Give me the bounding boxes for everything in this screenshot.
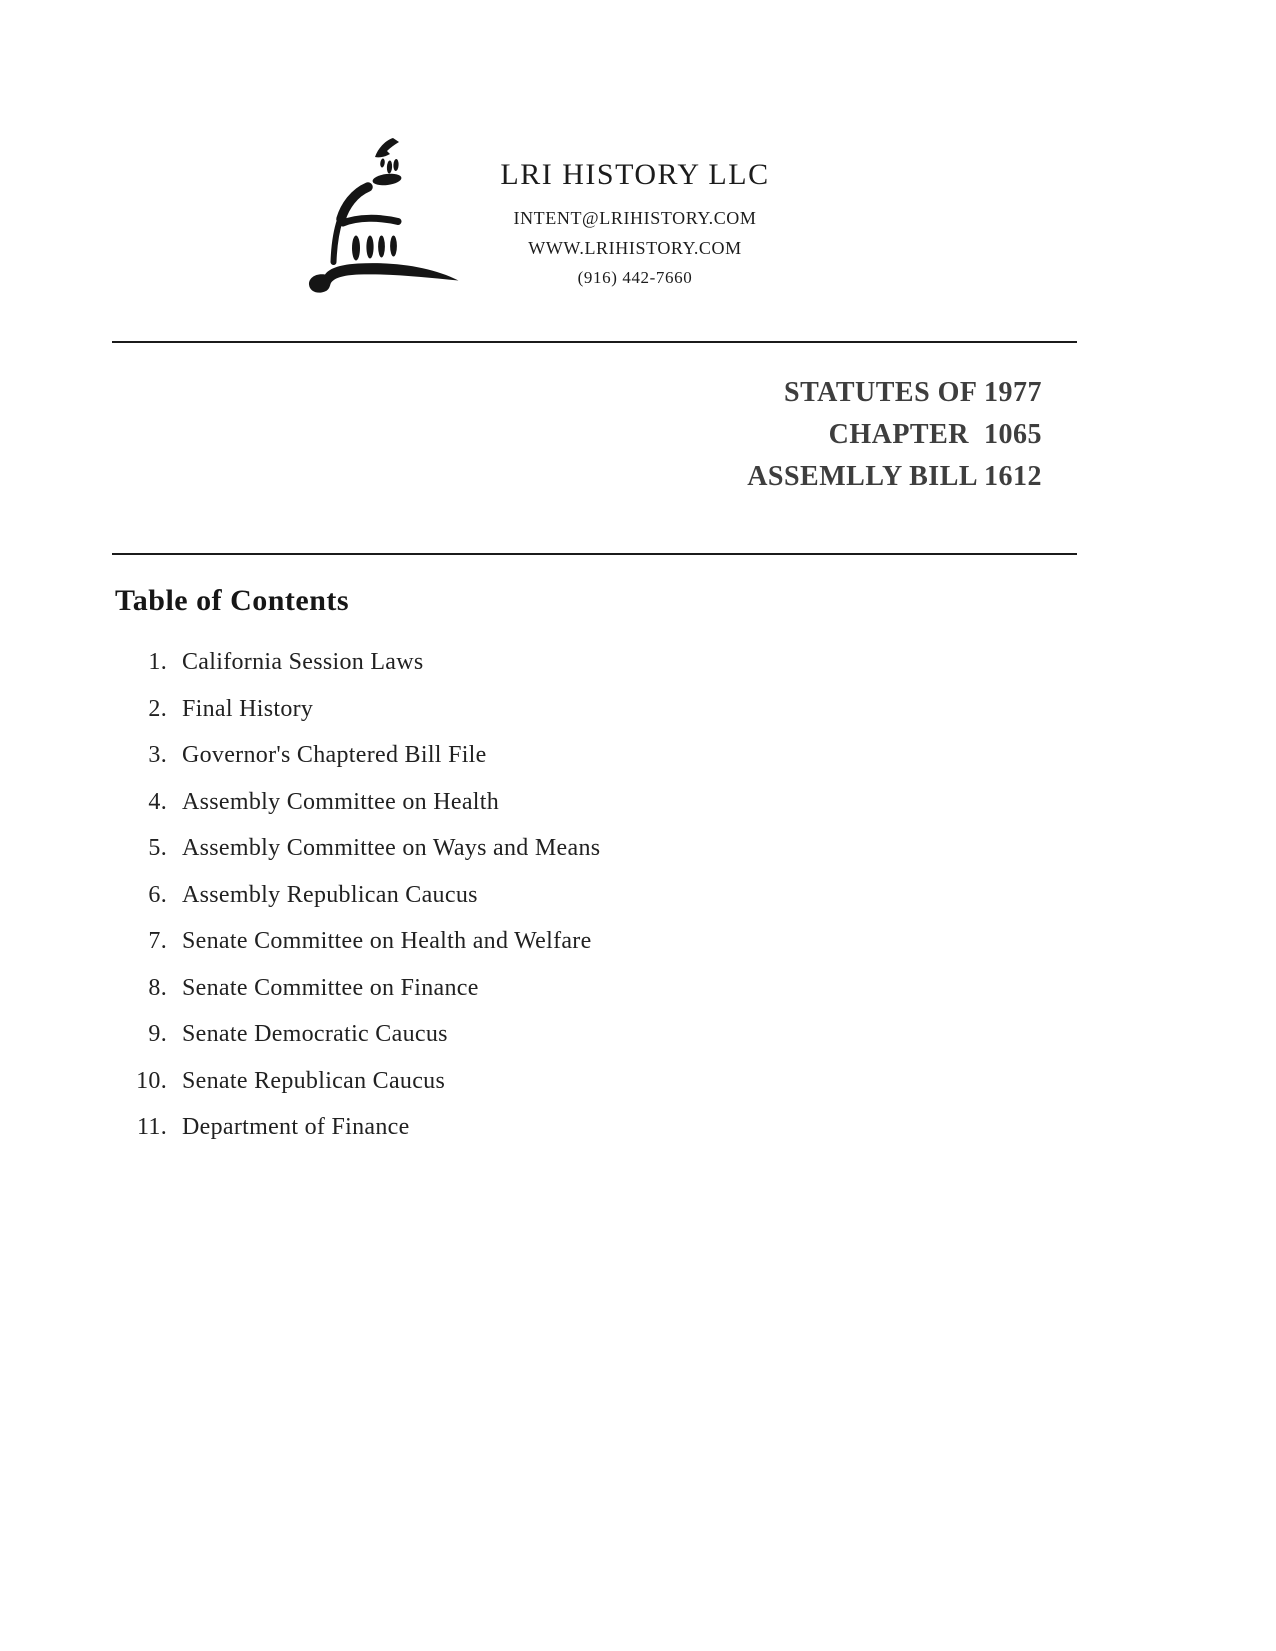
company-name: LRI HISTORY LLC [500, 158, 770, 191]
toc-item-8 [115, 976, 600, 1002]
toc-item-number: 4. [148, 788, 167, 815]
company-website: WWW.LRIHISTORY.COM [528, 238, 742, 258]
toc-item-9 [115, 1022, 600, 1048]
toc-title: Table of Contents [115, 584, 350, 617]
toc-item-11 [115, 1115, 600, 1141]
toc-item-number: 1. [148, 649, 167, 675]
toc-item-label: Assembly Republican Caucus [182, 881, 478, 908]
horizontal-rule-bottom [112, 553, 1077, 555]
toc-item-label: Senate Committee on Health and Welfare [182, 928, 592, 954]
toc-item-label: California Session Laws [182, 649, 424, 675]
toc-item-label: Governor's Chaptered Bill File [182, 742, 487, 768]
toc-item-10 [115, 1069, 600, 1095]
toc-item-7 [115, 929, 600, 955]
toc-item-number: 5. [148, 835, 167, 861]
toc-item-label: Senate Committee on Finance [182, 974, 479, 1001]
case-heading [112, 372, 1042, 498]
toc-item-3 [115, 743, 600, 769]
toc-item-number: 10. [136, 1067, 167, 1094]
toc-item-2 [115, 697, 600, 723]
toc-item-label: Assembly Committee on Health [182, 788, 500, 815]
toc-item-label: Assembly Committee on Ways and Means [182, 835, 601, 861]
assembly-bill-line: ASSEMLLY BILL 1612 [747, 461, 1042, 492]
toc-item-number: 9. [148, 1021, 167, 1047]
toc-item-label: Senate Democratic Caucus [182, 1021, 448, 1047]
toc-item-number: 8. [148, 974, 167, 1001]
toc-item-number: 7. [148, 928, 167, 954]
company-email: INTENT@LRIHISTORY.COM [513, 208, 757, 228]
toc-item-4 [115, 790, 600, 816]
toc-list [115, 650, 600, 1162]
toc-item-number: 3. [148, 742, 167, 768]
toc-item-5 [115, 836, 600, 862]
toc-item-number: 6. [148, 881, 167, 908]
statutes-line: STATUTES OF 1977 [784, 377, 1042, 408]
toc-item-number: 2. [148, 695, 167, 722]
toc-item-label: Senate Republican Caucus [182, 1067, 446, 1094]
horizontal-rule-top [112, 341, 1077, 343]
letterhead [410, 156, 860, 293]
toc-item-6 [115, 883, 600, 909]
toc-item-label: Final History [182, 695, 314, 722]
toc-item-1 [115, 650, 600, 676]
company-phone: (916) 442-7660 [577, 268, 693, 287]
toc-item-number: 11. [136, 1114, 167, 1140]
chapter-line: CHAPTER 1065 [828, 419, 1042, 450]
toc-item-label: Department of Finance [182, 1114, 410, 1140]
